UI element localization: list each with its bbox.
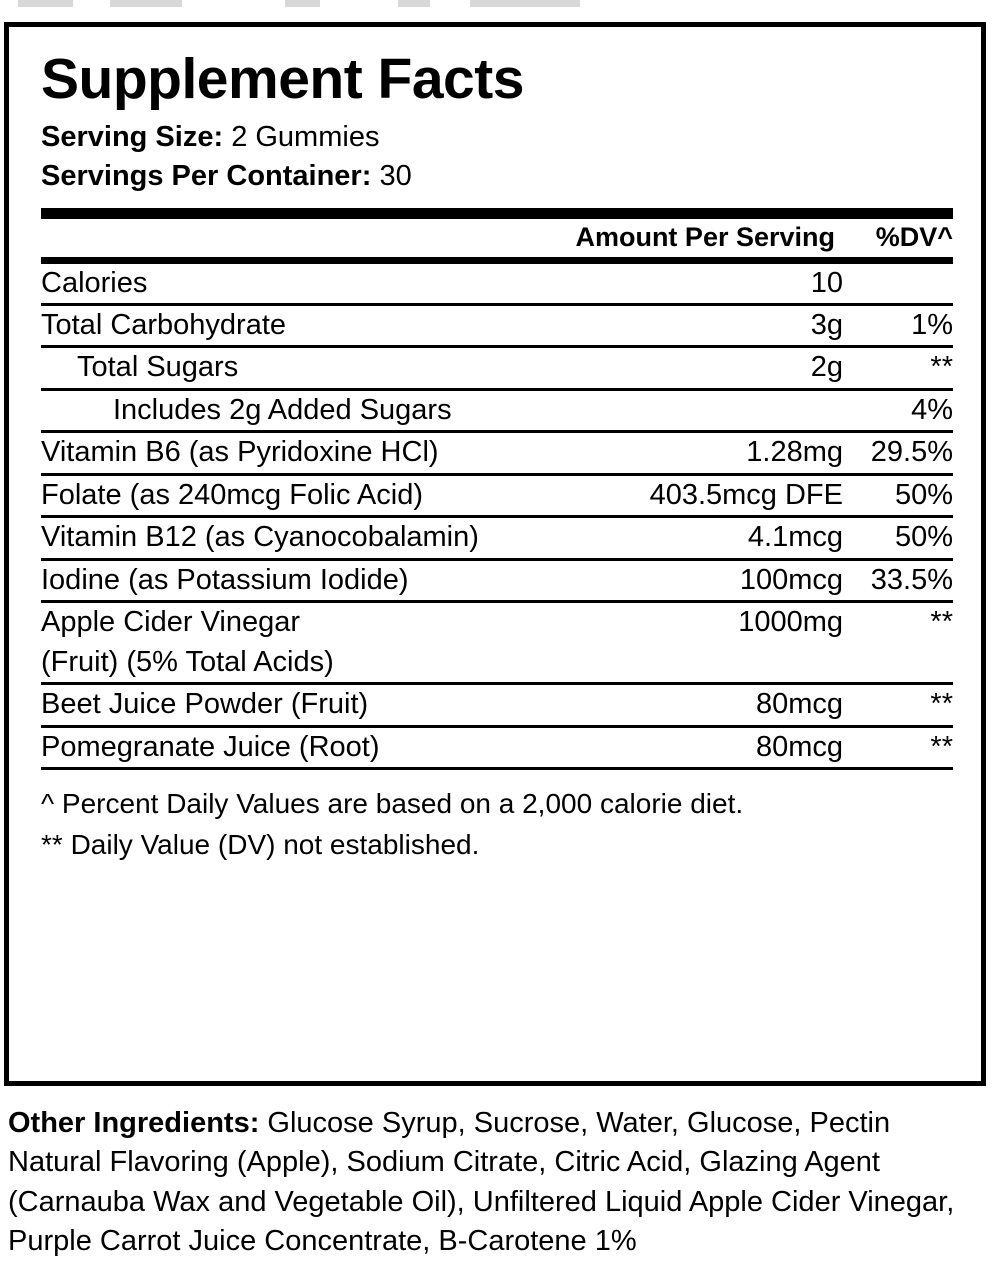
row-amount: 4.1mcg	[597, 517, 843, 559]
footnote-dv-not-established: ** Daily Value (DV) not established.	[41, 828, 480, 860]
row-amount: 403.5mcg DFE	[597, 474, 843, 516]
row-name: Pomegranate Juice (Root)	[41, 726, 597, 768]
row-dv-blank	[843, 643, 953, 684]
row-name: Folate (as 240mcg Folic Acid)	[41, 474, 597, 516]
row-name: Vitamin B6 (as Pyridoxine HCl)	[41, 432, 597, 474]
other-ingredients-block	[8, 1104, 986, 1262]
row-dv: 33.5%	[843, 559, 953, 601]
nutrient-rows-table	[41, 264, 953, 771]
row-amount: 100mcg	[597, 559, 843, 601]
table-row-apple-cider-vinegar-continued	[41, 643, 953, 684]
row-dv: **	[843, 726, 953, 768]
serving-size-line	[41, 118, 953, 157]
row-name-line2: (Fruit) (5% Total Acids)	[41, 643, 597, 684]
table-row-calories	[41, 264, 953, 305]
row-amount: 3g	[597, 304, 843, 346]
table-header-row	[41, 219, 953, 256]
table-row-iodine	[41, 559, 953, 601]
supplement-facts-panel	[4, 22, 986, 1086]
rule-under-serving-info	[41, 208, 953, 219]
row-dv: **	[843, 684, 953, 726]
table-row-folate	[41, 474, 953, 516]
row-dv: 1%	[843, 304, 953, 346]
row-name: Calories	[41, 264, 597, 305]
other-ingredients-label: Other Ingredients:	[8, 1107, 260, 1139]
rule-under-column-headers	[41, 257, 953, 264]
row-dv: **	[843, 347, 953, 389]
row-dv: **	[930, 606, 953, 639]
other-ingredients-text: Glucose Syrup, Sucrose, Water, Glucose, Pectin Natural Flavoring (Apple), Sodium Citrate, Citric Acid, Glazing Agent (Carnauba Wax and Vegetable Oil), Unfiltered Liquid Apple Cider Vinegar, Purple Carrot Juice Concentrate, B-Carotene 1%	[8, 1107, 955, 1258]
servings-per-container-label: Servings Per Container:	[41, 160, 372, 193]
header-percent-dv: %DV^	[875, 222, 953, 253]
row-dv: 4%	[843, 389, 953, 431]
row-name: Total Sugars	[41, 347, 597, 389]
row-name: Includes 2g Added Sugars	[41, 389, 597, 431]
table-row-beet-juice-powder	[41, 684, 953, 726]
row-amount: 2g	[597, 347, 843, 389]
row-dv: 29.5%	[843, 432, 953, 474]
row-amount: 1.28mg	[597, 432, 843, 474]
table-row-pomegranate-juice	[41, 726, 953, 768]
servings-per-container-value: 30	[379, 160, 412, 193]
header-amount-per-serving: Amount Per Serving	[575, 222, 835, 253]
table-row-total-carbohydrate	[41, 304, 953, 346]
row-amount: 1000mg	[738, 606, 843, 639]
table-row-apple-cider-vinegar	[41, 602, 953, 643]
row-amount	[597, 389, 843, 431]
panel-title: Supplement Facts	[41, 47, 524, 111]
table-row-vitamin-b12	[41, 517, 953, 559]
scan-artifacts	[0, 0, 998, 8]
table-row-vitamin-b6	[41, 432, 953, 474]
row-name: Vitamin B12 (as Cyanocobalamin)	[41, 517, 597, 559]
row-amount: 10	[597, 264, 843, 305]
row-dv: 50%	[843, 474, 953, 516]
row-dv	[843, 264, 953, 305]
footnote-daily-values: ^ Percent Daily Values are based on a 2,000 calorie diet.	[41, 788, 744, 820]
row-name: Iodine (as Potassium Iodide)	[41, 559, 597, 601]
table-row-total-sugars	[41, 347, 953, 389]
table-row-added-sugars	[41, 389, 953, 431]
row-name: Beet Juice Powder (Fruit)	[41, 684, 597, 726]
row-name: Apple Cider Vinegar	[41, 606, 301, 639]
serving-size-label: Serving Size:	[41, 121, 224, 153]
footnotes	[41, 770, 953, 865]
serving-size-value: 2 Gummies	[231, 121, 380, 153]
row-amount-blank	[597, 643, 843, 684]
servings-per-container-line	[41, 157, 953, 196]
row-dv: 50%	[843, 517, 953, 559]
row-name: Total Carbohydrate	[41, 304, 597, 346]
nutrition-table	[41, 219, 953, 256]
row-amount: 80mcg	[597, 726, 843, 768]
row-amount: 80mcg	[597, 684, 843, 726]
